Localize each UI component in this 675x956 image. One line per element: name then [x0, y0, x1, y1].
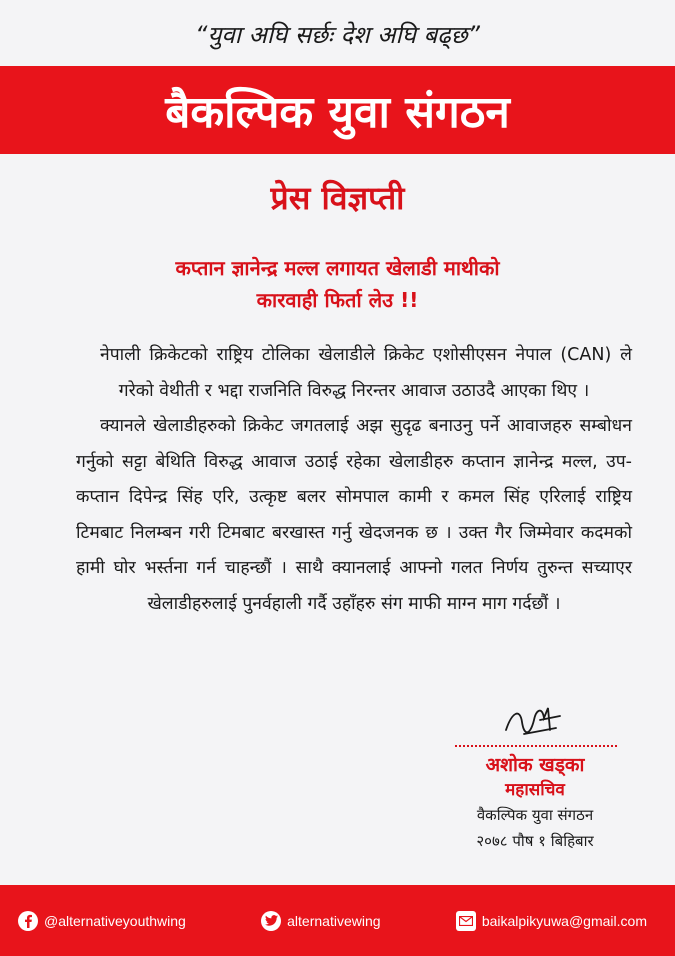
headline-line-1: कप्तान ज्ञानेन्द्र मल्ल लगायत खेलाडी माथीको — [175, 256, 500, 280]
twitter-icon — [261, 911, 281, 931]
paragraph-2: क्यानले खेलाडीहरुको क्रिकेट जगतलाई अझ सुदृढ बनाउनु पर्ने आवाजहरु सम्बोधन गर्नुको सट्टा बेथिति विरुद्ध आवाज उठाई रहेका खेलाडीहरु कप्तान ज्ञानेन्द्र मल्ल, उप-कप्तान दिपेन्द्र सिंह एरि, उत्कृष्ट बलर सोमपाल कामी र कमल सिंह एरिलाई राष्ट्रिय टिमबाट निलम्बन गरी टिमबाट बरखास्त गर्नु खेदजनक छ । उक्त गैर जिम्मेवार कदमको हामी घोर भर्स्तना गर्न चाहन्छौं । साथै क्यानलाई आफ्नो गलत निर्णय तुरुन्त सच्याएर खेलाडीहरुलाई पुनर्वहाली गर्दै उहाँहरु संग माफी माग्न माग गर्दछौं । — [76, 416, 632, 614]
twitter-handle: alternativewing — [287, 912, 381, 929]
signature-divider — [455, 745, 617, 747]
organization-title: बैकल्पिक युवा संगठन — [165, 87, 510, 138]
release-date: २०७८ पौष १ बिहिबार — [476, 832, 594, 850]
signatory-name: अशोक खड्का — [485, 754, 585, 776]
facebook-handle: @alternativeyouthwing — [44, 912, 186, 929]
press-release-title: प्रेस विज्ञप्ती — [270, 179, 405, 217]
email-link[interactable] — [456, 911, 647, 931]
email-icon — [456, 911, 476, 931]
headline-line-2: कारवाही फिर्ता लेउ !! — [256, 288, 419, 312]
footer — [0, 885, 675, 956]
signatory-title: महासचिव — [505, 780, 565, 800]
facebook-icon — [18, 911, 38, 931]
email-address: baikalpikyuwa@gmail.com — [481, 912, 647, 929]
paragraph-1: नेपाली क्रिकेटको राष्ट्रिय टोलिका खेलाडीले क्रिकेट एशोसीएसन नेपाल (CAN) ले गरेको वेथीती र भद्दा राजनिति विरुद्ध निरन्तर आवाज उठाउदै आएका थिए । — [100, 345, 632, 401]
signature-mark — [500, 700, 570, 742]
header-banner — [0, 66, 675, 154]
body-text — [76, 338, 632, 622]
signatory-block — [430, 752, 640, 854]
signatory-organization: वैकल्पिक युवा संगठन — [476, 806, 594, 824]
headline — [0, 252, 675, 316]
facebook-link[interactable] — [18, 911, 186, 931]
twitter-link[interactable] — [261, 911, 380, 931]
slogan: “युवा अघि सर्छः देश अघि बढ्छ” — [195, 21, 480, 49]
